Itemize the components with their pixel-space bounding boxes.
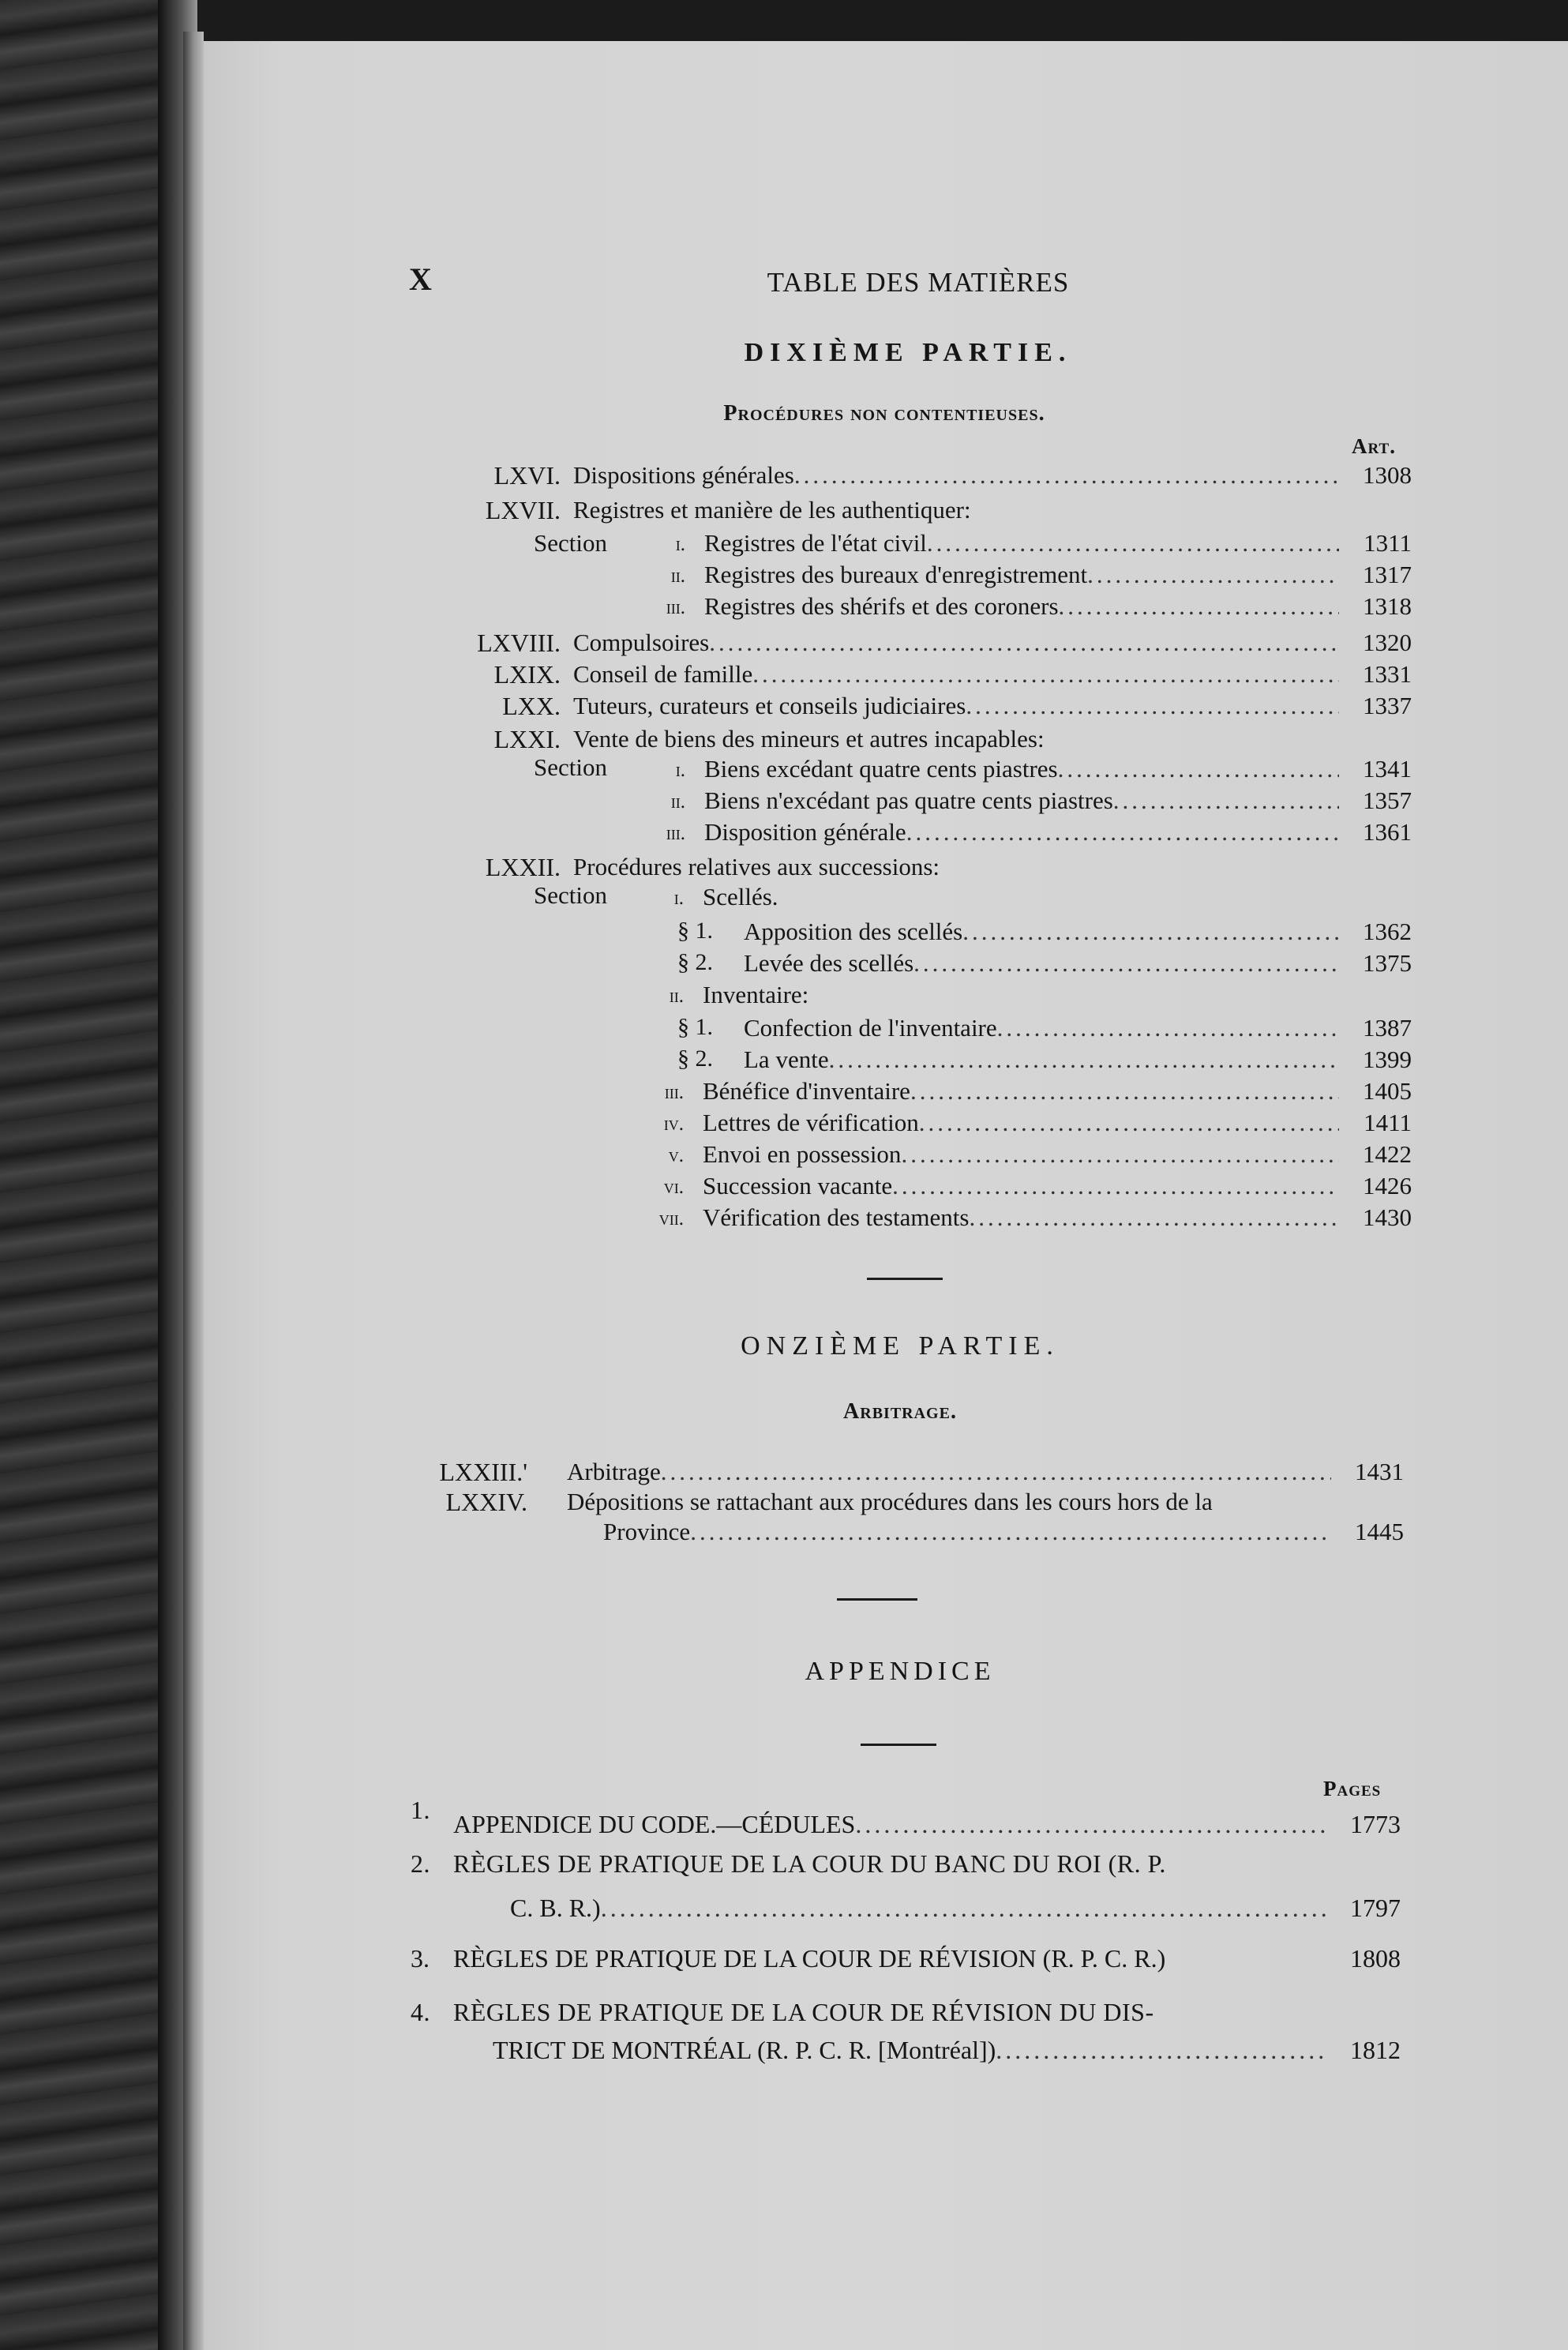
entry-page: 1773 [1350,1810,1401,1838]
toc-entry[interactable] [703,1077,1412,1106]
entry-text: Registres des bureaux d'enregistrement [704,561,1088,588]
entry-page: 1320 [1363,629,1412,656]
entry-text: Confection de l'inventaire [744,1014,997,1042]
part-eleven-subtitle: Arbitrage. [843,1399,957,1424]
toc-entry[interactable] [704,786,1412,815]
entry-page: 1308 [1363,461,1412,489]
entry-page: 1399 [1363,1045,1412,1073]
title-number: LXXIII.' [439,1458,527,1486]
entry-text: Apposition des scellés [744,918,963,945]
entry-page: 1431 [1355,1458,1404,1485]
section-number: i. [675,760,685,781]
title-number: LXVII. [485,496,561,524]
entry-page: 1318 [1363,592,1412,620]
section-number: ii. [669,985,684,1007]
toc-entry[interactable] [567,1458,1404,1486]
toc-entry[interactable] [744,918,1412,946]
dot-leader [752,660,1339,689]
toc-entry[interactable] [744,949,1412,978]
title-number: LXVI. [493,461,561,490]
appendix-title: APPENDICE [805,1657,996,1686]
paragraph-number: § 1. [677,1014,713,1040]
entry-text: RÈGLES DE PRATIQUE DE LA COUR DU BANC DU ROI (R. P. [453,1849,1166,1878]
entry-page: 1797 [1350,1894,1401,1922]
dot-leader [1113,786,1339,815]
entry-text: Registres des shérifs et des coroners [704,592,1059,620]
dot-leader [829,1045,1339,1074]
section-number: i. [673,888,684,909]
entry-text: Inventaire: [703,981,809,1008]
title-number: LXVIII. [477,629,561,657]
entry-text: Tuteurs, curateurs et conseils judiciaires [573,692,966,719]
entry-page: 1317 [1363,561,1412,588]
dot-leader [901,1140,1339,1169]
entry-text: Dépositions se rattachant aux procédures dans les cours hors de la [567,1488,1213,1515]
toc-entry[interactable] [704,561,1412,589]
entry-page: 1337 [1363,692,1412,719]
entry-page: 1362 [1363,918,1412,945]
entry-text: Compulsoires [573,629,710,656]
entry-text: Vérification des testaments [703,1203,970,1231]
toc-entry[interactable] [510,1879,1401,1923]
dot-leader [910,1077,1339,1106]
appendix-number: 3. [411,1944,430,1973]
entry-page: 1375 [1363,949,1412,977]
section-label: Section [534,529,607,557]
entry-text: RÈGLES DE PRATIQUE DE LA COUR DE RÉVISION DU DIS- [453,1998,1154,2026]
section-number: iv. [663,1113,684,1135]
entry-text: Bénéfice d'inventaire [703,1077,910,1105]
dot-leader [927,529,1339,557]
entry-text: Biens n'excédant pas quatre cents piastres [704,786,1113,814]
entry-text: Procédures relatives aux successions: [573,853,940,880]
toc-entry[interactable] [573,629,1412,657]
section-number: vii. [658,1208,684,1229]
toc-entry[interactable] [703,1140,1412,1169]
dot-leader [794,461,1339,490]
toc-entry[interactable] [744,1045,1412,1074]
entry-page: 1387 [1363,1014,1412,1042]
dot-leader [913,949,1339,978]
entry-page: 1808 [1350,1944,1401,1973]
title-number: LXXIV. [445,1488,527,1516]
dot-leader [906,818,1339,847]
toc-entry[interactable] [704,818,1412,847]
entry-text: Vente de biens des mineurs et autres incapables: [573,725,1045,753]
toc-entry[interactable] [573,692,1412,720]
entry-text: Succession vacante [703,1172,893,1199]
entry-text: Envoi en possession [703,1140,902,1168]
toc-entry[interactable] [744,1014,1412,1042]
section-number: i. [675,534,685,555]
section-number: iii. [666,597,685,618]
entry-text: Registres de l'état civil [704,529,927,557]
page-edge [183,32,204,2350]
entry-text: Registres et manière de les authentiquer: [573,496,971,524]
paragraph-number: § 2. [677,949,713,975]
entry-page: 1405 [1363,1077,1412,1105]
paragraph-number: § 2. [677,1045,713,1072]
title-number: LXXI. [493,725,561,753]
entry-text: Disposition générale [704,818,906,846]
dot-leader [892,1172,1339,1200]
dot-leader [661,1458,1331,1486]
entry-text: APPENDICE DU CODE.—CÉDULES [453,1810,856,1838]
toc-entry[interactable] [573,461,1412,490]
section-divider [837,1598,917,1601]
dot-leader [855,1810,1328,1839]
entry-text: Arbitrage [567,1458,661,1485]
part-ten-title: DIXIÈME PARTIE. [744,338,1072,367]
dot-leader [1087,561,1339,589]
part-ten-subtitle: Procédures non contentieuses. [723,401,1045,426]
entry-page: 1426 [1363,1172,1412,1199]
entry-text: TRICT DE MONTRÉAL (R. P. C. R. [Montréal]) [493,2036,996,2064]
entry-text: Scellés. [703,883,778,910]
title-number: LXXII. [485,853,561,881]
section-number: iii. [664,1082,684,1103]
title-number: LXIX. [493,660,561,689]
section-number: iii. [666,823,685,844]
toc-entry[interactable] [704,755,1412,783]
entry-page: 1812 [1350,2036,1401,2064]
pages-column-label: Pages [1323,1777,1382,1800]
section-divider [861,1744,936,1746]
running-title: TABLE DES MATIÈRES [767,267,1070,298]
entry-page: 1430 [1363,1203,1412,1231]
entry-page: 1361 [1363,818,1412,846]
toc-entry[interactable] [411,1944,1401,1973]
entry-page: 1331 [1363,660,1412,688]
entry-text: RÈGLES DE PRATIQUE DE LA COUR DE RÉVISION (R. P. C. R.) [453,1944,1166,1973]
dot-leader [1059,592,1339,621]
section-label: Section [534,881,607,909]
entry-text: Province [603,1518,691,1545]
entry-page: 1411 [1364,1109,1412,1136]
section-divider [867,1278,943,1280]
entry-page: 1341 [1363,755,1412,783]
entry-text: Biens excédant quatre cents piastres [704,755,1058,783]
dot-leader [709,629,1339,657]
entry-page: 1445 [1355,1518,1404,1545]
section-label: Section [534,753,607,781]
toc-entry[interactable] [453,1796,1401,1839]
entry-text: Levée des scellés [744,949,914,977]
page-folio: X [409,261,432,297]
toc-entry[interactable] [703,1172,1412,1200]
entry-page: 1357 [1363,786,1412,814]
appendix-number: 1. [411,1796,430,1824]
entry-text: La vente [744,1045,829,1073]
entry-text: Conseil de famille [573,660,753,688]
toc-entry[interactable] [703,1109,1412,1137]
title-number: LXX. [502,692,561,720]
dot-leader [919,1109,1339,1137]
section-number: ii. [670,565,685,587]
appendix-number: 4. [411,1998,430,2026]
dot-leader [690,1518,1331,1546]
article-column-label: Art. [1352,434,1396,458]
entry-text: Dispositions générales [573,461,794,489]
section-number: v. [668,1145,684,1166]
toc-entry[interactable] [704,592,1412,621]
toc-entry[interactable] [573,660,1412,689]
appendix-number: 2. [411,1849,430,1878]
dot-leader [966,692,1339,720]
dot-leader [1058,755,1339,783]
entry-text: C. B. R.) [510,1894,601,1922]
section-number: vi. [663,1177,684,1198]
dot-leader [601,1894,1328,1923]
toc-entry[interactable] [704,529,1412,557]
entry-text: Lettres de vérification [703,1109,919,1136]
paragraph-number: § 1. [677,918,713,944]
part-eleven-title: ONZIÈME PARTIE. [741,1331,1060,1361]
dot-leader [997,1014,1339,1042]
entry-page: 1422 [1363,1140,1412,1168]
toc-entry[interactable] [603,1518,1404,1546]
dot-leader [962,918,1339,946]
toc-entry[interactable] [703,1203,1412,1232]
dot-leader [996,2036,1328,2065]
entry-page: 1311 [1364,529,1412,557]
dot-leader [969,1203,1339,1232]
section-number: ii. [670,791,685,813]
toc-entry[interactable] [493,2028,1401,2065]
